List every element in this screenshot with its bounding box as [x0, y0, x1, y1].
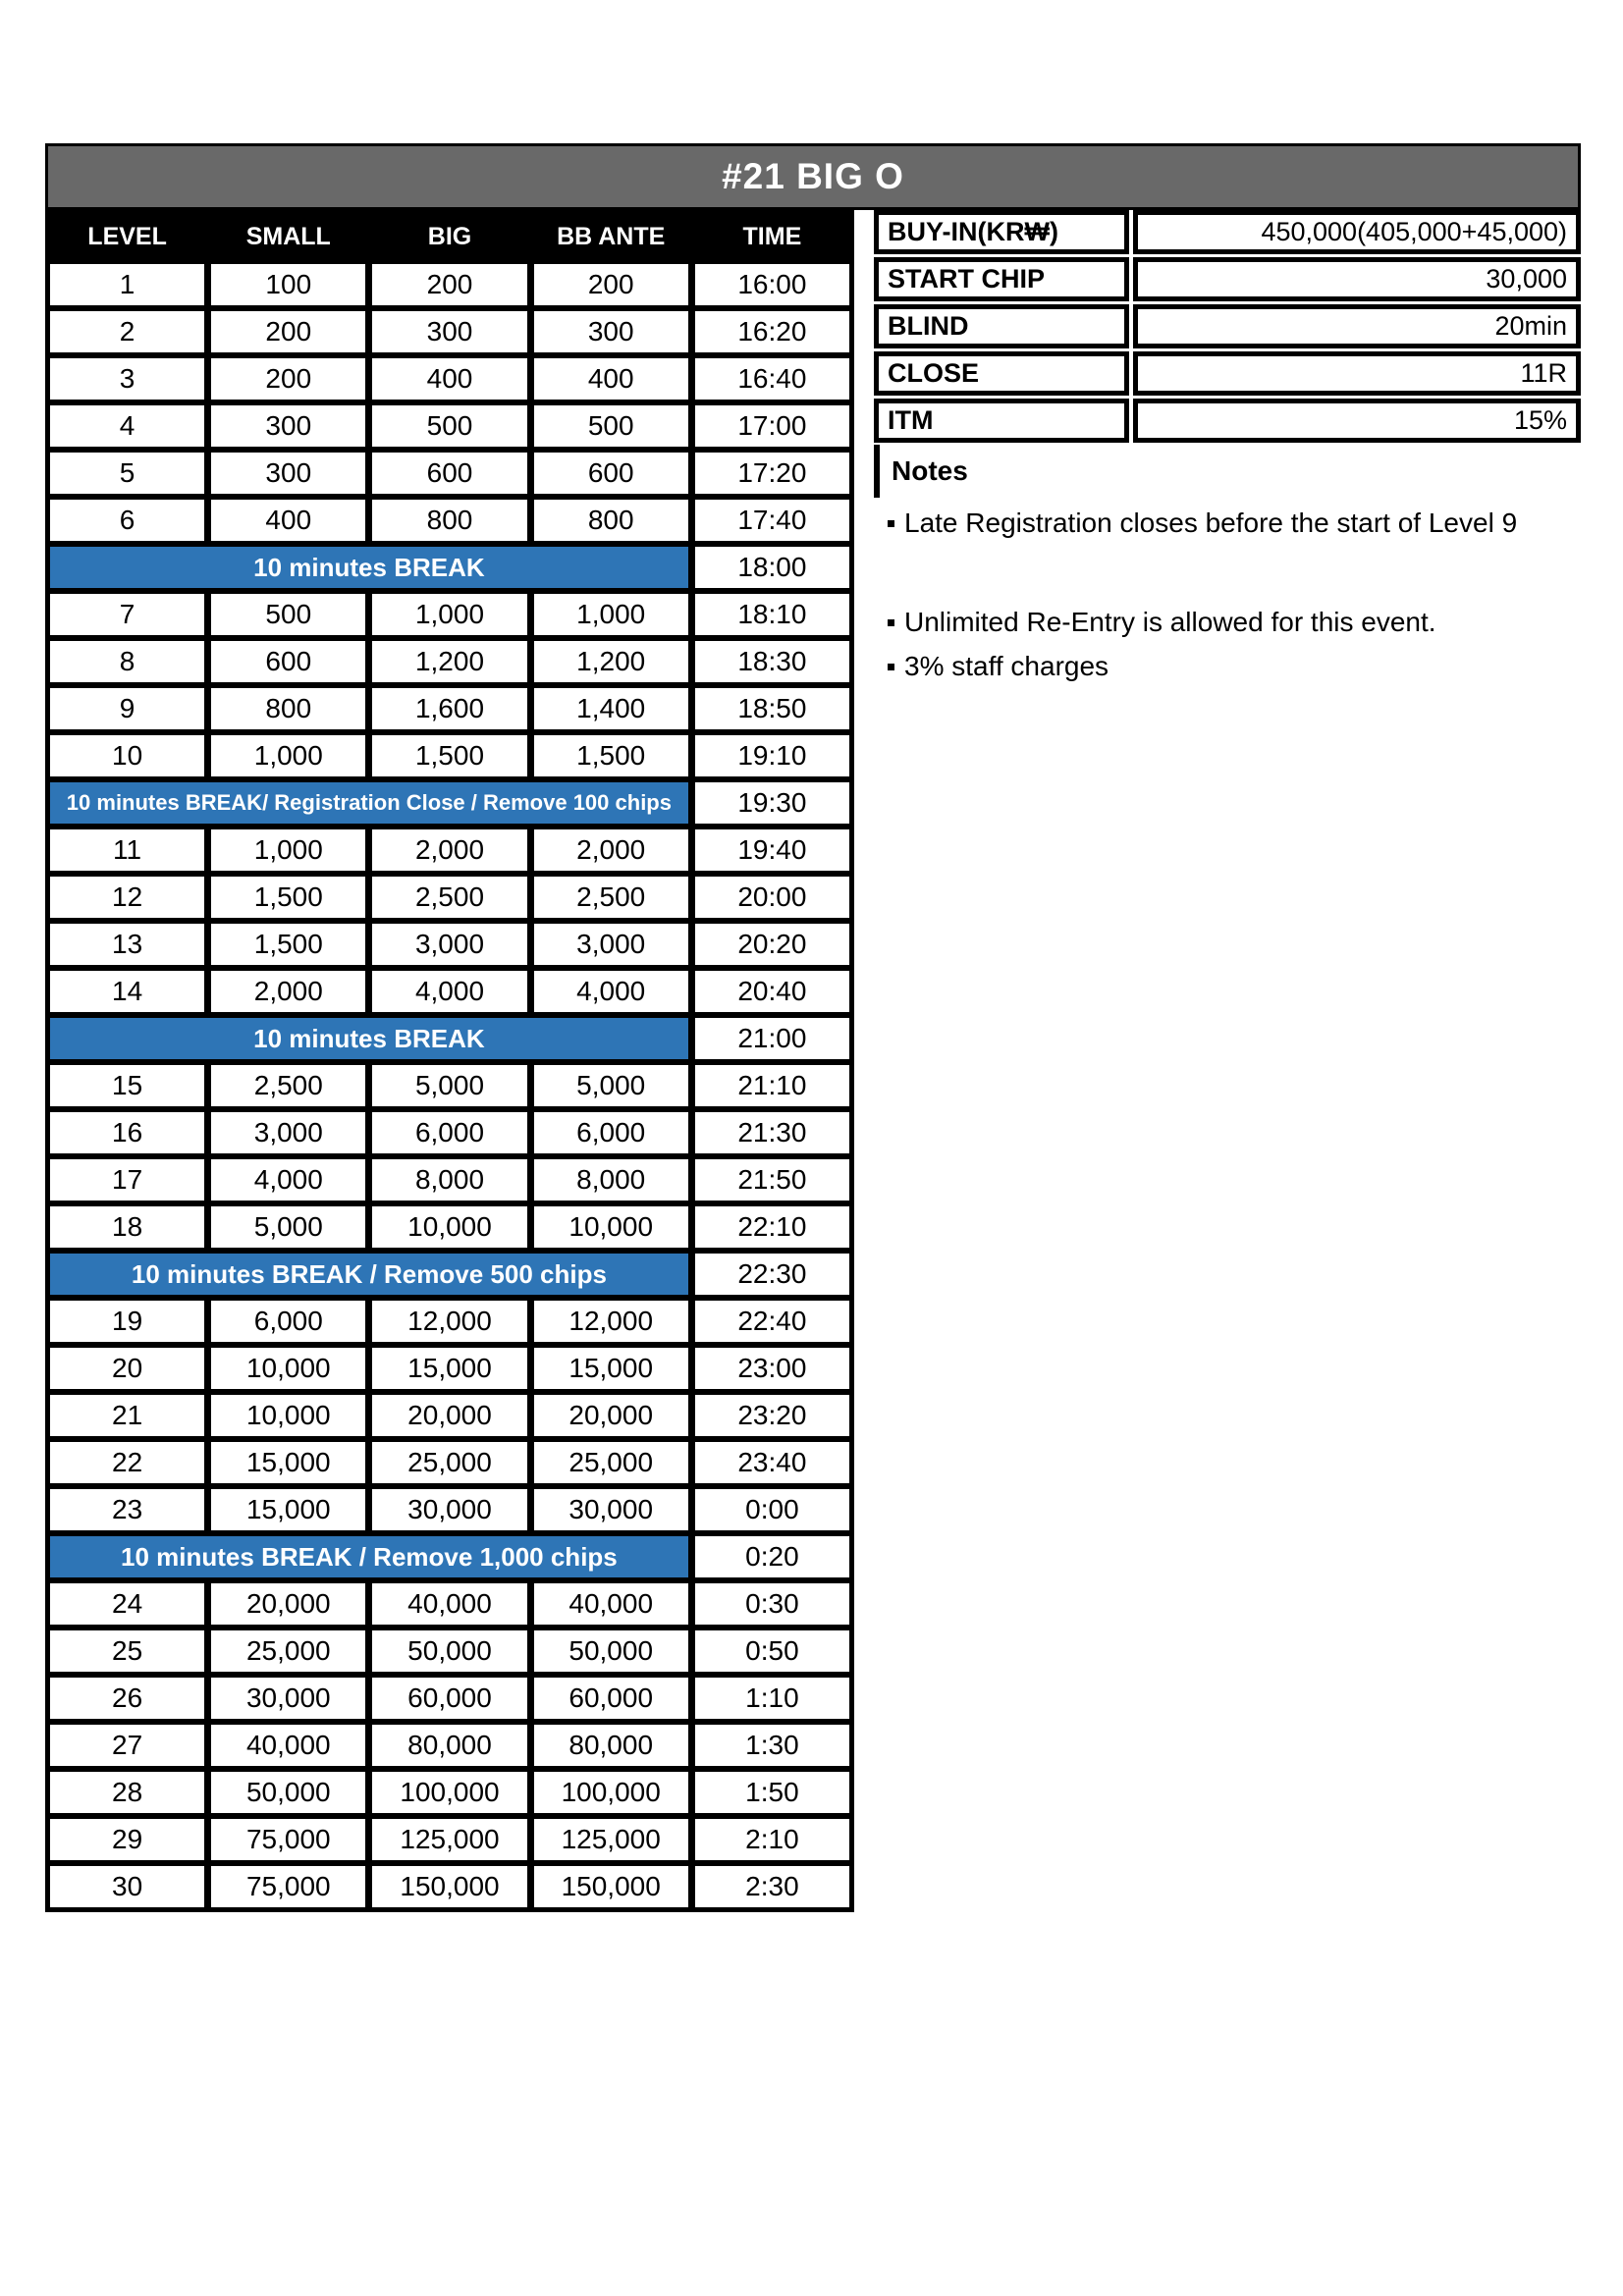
small-blind-cell: 40,000: [211, 1725, 365, 1766]
notes-heading: Notes: [874, 445, 1168, 498]
big-blind-cell: 1,000: [372, 594, 526, 635]
big-blind-cell: 25,000: [372, 1442, 526, 1483]
bb-ante-cell: 200: [534, 264, 688, 305]
break-banner: 10 minutes BREAK: [50, 1018, 688, 1059]
level-cell: 30: [50, 1866, 204, 1907]
big-blind-cell: 100,000: [372, 1772, 526, 1813]
level-cell: 4: [50, 405, 204, 447]
bb-ante-cell: 600: [534, 453, 688, 494]
bb-ante-cell: 500: [534, 405, 688, 447]
level-cell: 10: [50, 735, 204, 776]
level-cell: 2: [50, 311, 204, 352]
time-cell: 21:50: [695, 1159, 849, 1201]
time-cell: 1:30: [695, 1725, 849, 1766]
big-blind-cell: 3,000: [372, 924, 526, 965]
bb-ante-cell: 400: [534, 358, 688, 400]
big-blind-cell: 125,000: [372, 1819, 526, 1860]
info-row: [874, 304, 1581, 348]
small-blind-cell: 30,000: [211, 1678, 365, 1719]
break-banner: 10 minutes BREAK / Remove 500 chips: [50, 1254, 688, 1295]
time-cell: 22:40: [695, 1301, 849, 1342]
small-blind-cell: 500: [211, 594, 365, 635]
level-cell: 24: [50, 1583, 204, 1625]
blind-table: [45, 210, 854, 1912]
note-text: Late Registration closes before the start of Level 9: [904, 507, 1518, 538]
small-blind-cell: 1,000: [211, 829, 365, 871]
small-blind-cell: 400: [211, 500, 365, 541]
level-cell: 29: [50, 1819, 204, 1860]
bb-ante-cell: 15,000: [534, 1348, 688, 1389]
note-text: 3% staff charges: [904, 651, 1109, 681]
small-blind-cell: 15,000: [211, 1489, 365, 1530]
time-cell: 23:00: [695, 1348, 849, 1389]
level-cell: 3: [50, 358, 204, 400]
big-blind-cell: 400: [372, 358, 526, 400]
small-blind-cell: 20,000: [211, 1583, 365, 1625]
big-blind-cell: 8,000: [372, 1159, 526, 1201]
big-blind-cell: 1,600: [372, 688, 526, 729]
level-cell: 8: [50, 641, 204, 682]
level-cell: 20: [50, 1348, 204, 1389]
bb-ante-cell: 2,500: [534, 877, 688, 918]
big-blind-cell: 80,000: [372, 1725, 526, 1766]
small-blind-cell: 200: [211, 311, 365, 352]
small-blind-cell: 6,000: [211, 1301, 365, 1342]
info-value: 11R: [1133, 351, 1581, 396]
bb-ante-cell: 12,000: [534, 1301, 688, 1342]
bb-ante-cell: 6,000: [534, 1112, 688, 1153]
time-cell: 16:00: [695, 264, 849, 305]
note-item: [888, 507, 1517, 539]
big-blind-cell: 800: [372, 500, 526, 541]
time-cell: 1:10: [695, 1678, 849, 1719]
column-header-bb-ante: BB ANTE: [534, 215, 688, 258]
level-cell: 14: [50, 971, 204, 1012]
level-cell: 1: [50, 264, 204, 305]
big-blind-cell: 10,000: [372, 1206, 526, 1248]
time-cell: 20:00: [695, 877, 849, 918]
small-blind-cell: 300: [211, 453, 365, 494]
big-blind-cell: 15,000: [372, 1348, 526, 1389]
bb-ante-cell: 125,000: [534, 1819, 688, 1860]
small-blind-cell: 300: [211, 405, 365, 447]
time-cell: 0:30: [695, 1583, 849, 1625]
bb-ante-cell: 20,000: [534, 1395, 688, 1436]
info-value: 15%: [1133, 399, 1581, 443]
big-blind-cell: 2,500: [372, 877, 526, 918]
time-cell: 19:10: [695, 735, 849, 776]
bb-ante-cell: 1,400: [534, 688, 688, 729]
info-value: 450,000(405,000+45,000): [1133, 210, 1581, 254]
bb-ante-cell: 40,000: [534, 1583, 688, 1625]
time-cell: 17:20: [695, 453, 849, 494]
bb-ante-cell: 10,000: [534, 1206, 688, 1248]
time-cell: 23:20: [695, 1395, 849, 1436]
small-blind-cell: 10,000: [211, 1395, 365, 1436]
small-blind-cell: 1,500: [211, 877, 365, 918]
note-bullet: [888, 520, 894, 527]
time-cell: 21:30: [695, 1112, 849, 1153]
big-blind-cell: 6,000: [372, 1112, 526, 1153]
time-cell: 21:10: [695, 1065, 849, 1106]
level-cell: 25: [50, 1630, 204, 1672]
time-cell: 18:10: [695, 594, 849, 635]
time-cell: 2:10: [695, 1819, 849, 1860]
column-header-level: LEVEL: [50, 215, 204, 258]
time-cell: 22:30: [695, 1254, 849, 1295]
time-cell: 17:00: [695, 405, 849, 447]
big-blind-cell: 50,000: [372, 1630, 526, 1672]
big-blind-cell: 5,000: [372, 1065, 526, 1106]
level-cell: 17: [50, 1159, 204, 1201]
level-cell: 28: [50, 1772, 204, 1813]
big-blind-cell: 20,000: [372, 1395, 526, 1436]
big-blind-cell: 30,000: [372, 1489, 526, 1530]
small-blind-cell: 10,000: [211, 1348, 365, 1389]
event-title-bar: [45, 143, 1581, 210]
info-label: CLOSE: [874, 351, 1129, 396]
info-panel: [874, 210, 1581, 446]
info-label: ITM: [874, 399, 1129, 443]
break-banner: 10 minutes BREAK: [50, 547, 688, 588]
big-blind-cell: 12,000: [372, 1301, 526, 1342]
big-blind-cell: 60,000: [372, 1678, 526, 1719]
break-banner: 10 minutes BREAK/ Registration Close / Remove 100 chips: [50, 782, 688, 824]
level-cell: 16: [50, 1112, 204, 1153]
note-text: Unlimited Re-Entry is allowed for this event.: [904, 607, 1436, 637]
time-cell: 0:50: [695, 1630, 849, 1672]
small-blind-cell: 1,000: [211, 735, 365, 776]
level-cell: 6: [50, 500, 204, 541]
level-cell: 21: [50, 1395, 204, 1436]
time-cell: 23:40: [695, 1442, 849, 1483]
small-blind-cell: 50,000: [211, 1772, 365, 1813]
bb-ante-cell: 60,000: [534, 1678, 688, 1719]
time-cell: 22:10: [695, 1206, 849, 1248]
bb-ante-cell: 8,000: [534, 1159, 688, 1201]
info-value: 20min: [1133, 304, 1581, 348]
small-blind-cell: 100: [211, 264, 365, 305]
time-cell: 19:40: [695, 829, 849, 871]
big-blind-cell: 500: [372, 405, 526, 447]
time-cell: 18:50: [695, 688, 849, 729]
small-blind-cell: 75,000: [211, 1866, 365, 1907]
small-blind-cell: 2,500: [211, 1065, 365, 1106]
note-bullet: [888, 619, 894, 626]
bb-ante-cell: 5,000: [534, 1065, 688, 1106]
column-header-small: SMALL: [211, 215, 365, 258]
info-row: [874, 399, 1581, 443]
level-cell: 5: [50, 453, 204, 494]
time-cell: 21:00: [695, 1018, 849, 1059]
bb-ante-cell: 50,000: [534, 1630, 688, 1672]
small-blind-cell: 75,000: [211, 1819, 365, 1860]
level-cell: 15: [50, 1065, 204, 1106]
bb-ante-cell: 300: [534, 311, 688, 352]
note-item: [888, 607, 1436, 638]
time-cell: 2:30: [695, 1866, 849, 1907]
bb-ante-cell: 1,200: [534, 641, 688, 682]
level-cell: 23: [50, 1489, 204, 1530]
small-blind-cell: 5,000: [211, 1206, 365, 1248]
big-blind-cell: 300: [372, 311, 526, 352]
bb-ante-cell: 25,000: [534, 1442, 688, 1483]
small-blind-cell: 2,000: [211, 971, 365, 1012]
big-blind-cell: 2,000: [372, 829, 526, 871]
info-row: [874, 351, 1581, 396]
small-blind-cell: 25,000: [211, 1630, 365, 1672]
note-bullet: [888, 664, 894, 670]
level-cell: 18: [50, 1206, 204, 1248]
time-cell: 16:40: [695, 358, 849, 400]
time-cell: 0:20: [695, 1536, 849, 1577]
bb-ante-cell: 80,000: [534, 1725, 688, 1766]
bb-ante-cell: 4,000: [534, 971, 688, 1012]
time-cell: 18:30: [695, 641, 849, 682]
note-item: [888, 651, 1109, 682]
column-header-big: BIG: [372, 215, 526, 258]
info-row: [874, 210, 1581, 254]
bb-ante-cell: 3,000: [534, 924, 688, 965]
level-cell: 11: [50, 829, 204, 871]
bb-ante-cell: 30,000: [534, 1489, 688, 1530]
level-cell: 22: [50, 1442, 204, 1483]
info-label: BLIND: [874, 304, 1129, 348]
level-cell: 19: [50, 1301, 204, 1342]
time-cell: 19:30: [695, 782, 849, 824]
break-banner: 10 minutes BREAK / Remove 1,000 chips: [50, 1536, 688, 1577]
small-blind-cell: 800: [211, 688, 365, 729]
time-cell: 1:50: [695, 1772, 849, 1813]
info-value: 30,000: [1133, 257, 1581, 301]
level-cell: 7: [50, 594, 204, 635]
column-header-time: TIME: [695, 215, 849, 258]
info-row: [874, 257, 1581, 301]
big-blind-cell: 40,000: [372, 1583, 526, 1625]
time-cell: 20:20: [695, 924, 849, 965]
level-cell: 27: [50, 1725, 204, 1766]
small-blind-cell: 15,000: [211, 1442, 365, 1483]
big-blind-cell: 1,500: [372, 735, 526, 776]
big-blind-cell: 4,000: [372, 971, 526, 1012]
big-blind-cell: 600: [372, 453, 526, 494]
big-blind-cell: 150,000: [372, 1866, 526, 1907]
bb-ante-cell: 1,000: [534, 594, 688, 635]
small-blind-cell: 200: [211, 358, 365, 400]
time-cell: 0:00: [695, 1489, 849, 1530]
level-cell: 9: [50, 688, 204, 729]
small-blind-cell: 4,000: [211, 1159, 365, 1201]
small-blind-cell: 1,500: [211, 924, 365, 965]
time-cell: 20:40: [695, 971, 849, 1012]
bb-ante-cell: 1,500: [534, 735, 688, 776]
time-cell: 17:40: [695, 500, 849, 541]
info-label: START CHIP: [874, 257, 1129, 301]
bb-ante-cell: 2,000: [534, 829, 688, 871]
bb-ante-cell: 100,000: [534, 1772, 688, 1813]
time-cell: 18:00: [695, 547, 849, 588]
level-cell: 12: [50, 877, 204, 918]
level-cell: 26: [50, 1678, 204, 1719]
event-title: #21 BIG O: [722, 156, 904, 196]
time-cell: 16:20: [695, 311, 849, 352]
level-cell: 13: [50, 924, 204, 965]
small-blind-cell: 600: [211, 641, 365, 682]
big-blind-cell: 200: [372, 264, 526, 305]
bb-ante-cell: 150,000: [534, 1866, 688, 1907]
big-blind-cell: 1,200: [372, 641, 526, 682]
bb-ante-cell: 800: [534, 500, 688, 541]
info-label: BUY-IN(KR₩): [874, 210, 1129, 254]
small-blind-cell: 3,000: [211, 1112, 365, 1153]
